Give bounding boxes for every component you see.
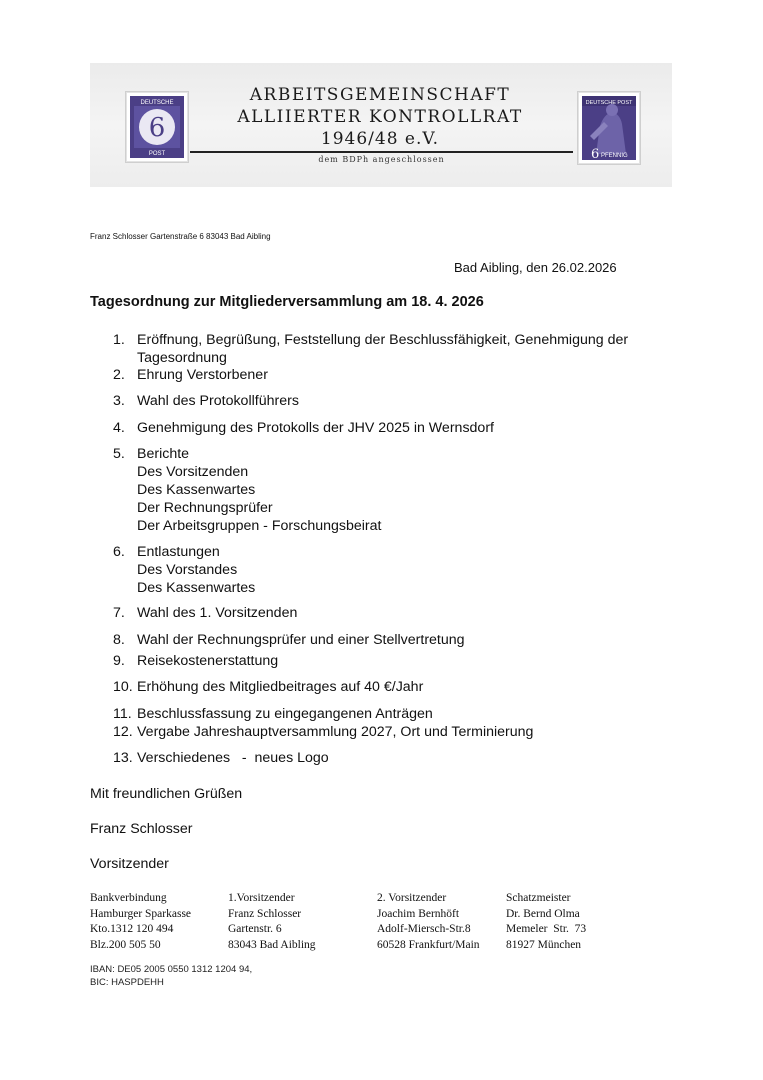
agenda-item-text: Der Arbeitsgruppen - Forschungsbeirat xyxy=(137,518,382,534)
agenda-item-text: Wahl des Protokollführers xyxy=(137,393,299,409)
stamp-left-top-text: DEUTSCHE xyxy=(140,100,174,106)
footer-line: Hamburger Sparkasse xyxy=(90,907,192,920)
footer-treasurer xyxy=(506,891,586,953)
org-name-line2: ALLIIERTER KONTROLLRAT xyxy=(237,107,523,127)
stamp-left-image xyxy=(130,96,184,158)
footer-line: 83043 Bad Aibling xyxy=(228,938,316,951)
footer-line: 60528 Frankfurt/Main xyxy=(377,938,480,951)
iban-line: IBAN: DE05 2005 0550 1312 1204 94, xyxy=(90,964,253,975)
footer-line: Gartenstr. 6 xyxy=(228,923,282,935)
agenda-item-text: Vergabe Jahreshauptversammlung 2027, Ort und Terminierung xyxy=(137,724,534,740)
page-title: Tagesordnung zur Mitgliederversammlung am 18. 4. 2026 xyxy=(90,294,484,310)
stamp-left-bottom-text: POST xyxy=(148,151,166,157)
footer-line: Schatzmeister xyxy=(506,892,571,904)
agenda-item-number: 11. xyxy=(113,706,132,722)
agenda-item-number: 4. xyxy=(113,420,125,436)
agenda-item-number: 8. xyxy=(113,632,125,648)
stamp-left xyxy=(125,91,189,163)
agenda-item-text: Berichte xyxy=(137,446,190,462)
stamp-right-bottom-text: PFENNIG xyxy=(601,153,628,159)
footer-vice-chairman xyxy=(377,891,480,953)
agenda-item-text: Wahl der Rechnungsprüfer und einer Stellvertretung xyxy=(137,632,465,648)
footer-line: Memeler Str. 73 xyxy=(506,923,587,935)
sender-line: Franz Schlosser Gartenstraße 6 83043 Bad Aibling xyxy=(90,232,271,241)
agenda-item-text: Entlastungen xyxy=(137,544,220,560)
stamp-right xyxy=(577,91,641,165)
agenda-item-number: 3. xyxy=(113,393,125,409)
agenda-item-text: Des Kassenwartes xyxy=(137,580,256,596)
footer-line: 81927 München xyxy=(506,938,582,951)
agenda-item-text: Des Vorsitzenden xyxy=(137,464,249,480)
footer-bank xyxy=(90,891,191,953)
agenda-item-number: 6. xyxy=(113,544,125,560)
agenda-item-number: 2. xyxy=(113,367,125,383)
footer-line: Blz.200 505 50 xyxy=(90,938,161,951)
agenda-item-text: Beschlussfassung zu eingegangenen Anträgen xyxy=(137,706,433,722)
footer-line: Dr. Bernd Olma xyxy=(506,907,580,920)
agenda-item-text: Wahl des 1. Vorsitzenden xyxy=(137,605,298,621)
agenda-item-text: Genehmigung des Protokolls der JHV 2025 in Wernsdorf xyxy=(137,420,494,436)
footer-line: Adolf-Miersch-Str.8 xyxy=(377,923,471,935)
org-subline: dem BDPh angeschlossen xyxy=(318,155,445,164)
stamp-right-image xyxy=(582,96,636,160)
agenda-item-number: 13. xyxy=(113,750,133,766)
agenda-item-text: Des Vorstandes xyxy=(137,562,238,578)
agenda-item-text: Des Kassenwartes xyxy=(137,482,256,498)
stamp-right-value: 6 xyxy=(591,147,600,160)
agenda-item-text: Der Rechnungsprüfer xyxy=(137,500,273,516)
letterhead-banner xyxy=(90,63,672,187)
stamp-right-top-text: DEUTSCHE POST xyxy=(585,100,633,106)
closing-name: Franz Schlosser xyxy=(90,821,193,837)
agenda-item-number: 1. xyxy=(113,332,125,348)
agenda-item-text: Tagesordnung xyxy=(137,350,227,366)
footer-line: Bankverbindung xyxy=(90,892,167,904)
bic-line: BIC: HASPDEHH xyxy=(90,977,164,988)
footer-line: Kto.1312 120 494 xyxy=(90,923,174,935)
agenda-item-number: 7. xyxy=(113,605,125,621)
date-line: Bad Aibling, den 26.02.2026 xyxy=(454,260,617,275)
banner-rule xyxy=(190,151,573,153)
agenda-item-text: Eröffnung, Begrüßung, Feststellung der Beschlussfähigkeit, Genehmigung der xyxy=(137,332,629,348)
footer-line: Joachim Bernhöft xyxy=(377,907,460,920)
agenda-item-text: Verschiedenes - neues Logo xyxy=(137,750,329,766)
agenda-item-text: Reisekostenerstattung xyxy=(137,653,279,669)
closing-role: Vorsitzender xyxy=(90,856,169,872)
closing-greeting: Mit freundlichen Grüßen xyxy=(90,786,243,802)
org-name-line3: 1946/48 e.V. xyxy=(320,129,440,149)
agenda-item-number: 10. xyxy=(113,679,133,695)
agenda-item-number: 5. xyxy=(113,446,125,462)
agenda-item-number: 9. xyxy=(113,653,125,669)
agenda-item-text: Erhöhung des Mitgliedbeitrages auf 40 €/Jahr xyxy=(137,679,424,695)
footer-chairman xyxy=(228,891,316,953)
agenda-item-text: Ehrung Verstorbener xyxy=(137,367,268,383)
stamp-left-value: 6 xyxy=(148,113,166,143)
footer-line: Franz Schlosser xyxy=(228,907,302,920)
org-name-line1: ARBEITSGEMEINSCHAFT xyxy=(249,85,511,105)
footer-line: 2. Vorsitzender xyxy=(377,892,447,904)
agenda-item-number: 12. xyxy=(113,724,133,740)
footer-line: 1.Vorsitzender xyxy=(228,892,295,904)
